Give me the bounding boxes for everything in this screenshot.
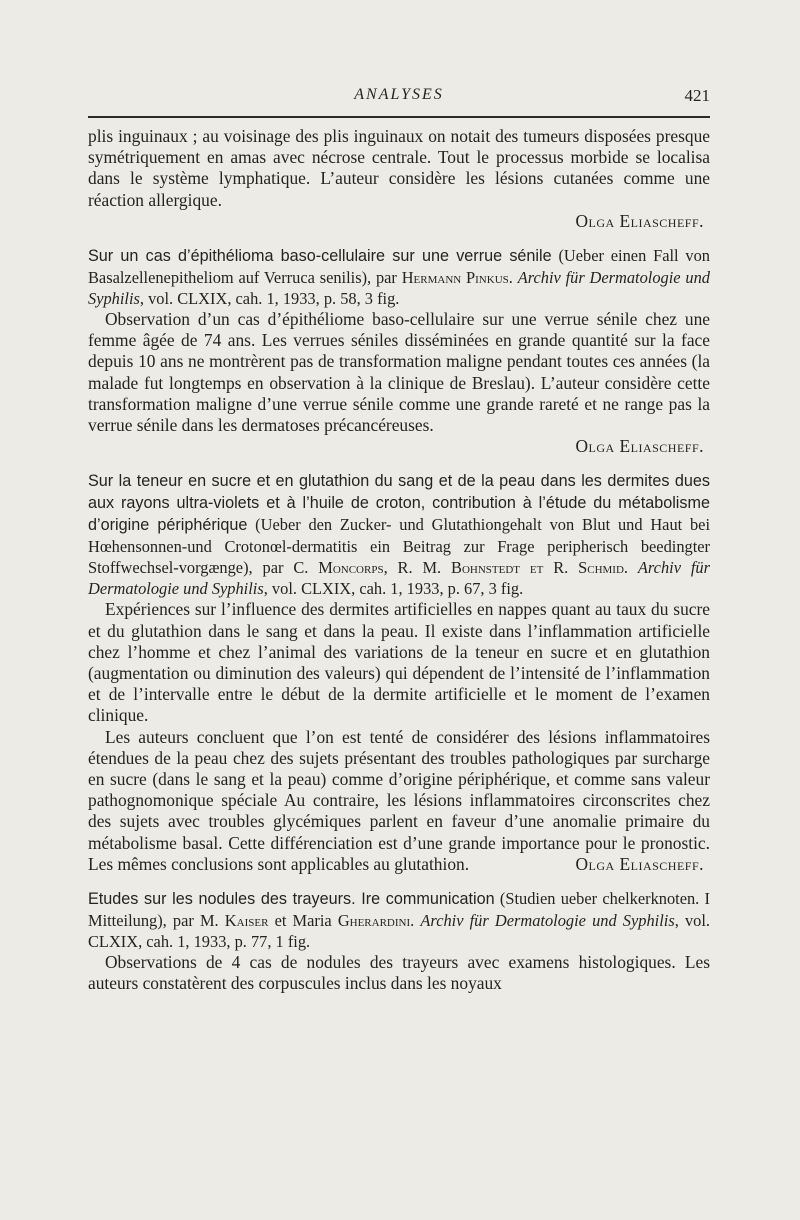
journal-name: Archiv für Dermatologie und Syphilis	[88, 558, 710, 599]
article-kaiser	[88, 888, 710, 994]
article-reference: Etudes sur les nodules des trayeurs. Ire communication (Studien ueber chelkerknoten. I Mitteilung), par M. Kaiser et Maria Gherardini. Archiv für Dermatologie und Syphilis, vol. CLXIX, cah. 1, 1933, p. 77, 1 fig.	[88, 889, 710, 952]
article-reference: Sur la teneur en sucre et en glutathion du sang et de la peau dans les dermites dues aux rayons ultra-violets et à l’huile de croton, contribution à l’étude du métabolisme d’origine périphérique (Ueber den Zucker- und Glutathiongehalt von Blut und Haut bei Hœhensonnen-und Crotonœl-dermatitis ein Beitrag zur Frage peripherisch beedingter Stoffwechsel-vorgænge), par C. Moncorps, R. M. Bohnstedt et R. Schmid. Archiv für Dermatologie und Syphilis, vol. CLXIX, cah. 1, 1933, p. 67, 3 fig.	[88, 472, 711, 599]
citation: , vol. CLXIX, cah. 1, 1933, p. 67, 3 fig.	[263, 579, 524, 599]
article-body: Observation d’un cas d’épithéliome baso-cellulaire sur une verrue sénile chez une femme âgée de 74 ans. Les verrues séniles disséminées en grande quantité sur la face depuis 10 ans ne montrèrent pas de transformation maligne pendant toutes ces années (la malade fut longtemps en observation à la clinique de Breslau). L’auteur considère cette transformation maligne d’une verrue sénile comme une grande rareté et ne range pas la verrue sénile dans les dermatoses précancéreuses.	[88, 309, 710, 436]
article-author: C. Moncorps, R. M. Bohnstedt et R. Schmid	[293, 558, 624, 578]
article-pinkus	[88, 245, 710, 457]
article-signature: Olga Eliascheff.	[575, 853, 704, 874]
original-title: (Ueber den Zucker- und Glutathiongehalt von Blut und Haut bei Hœhensonnen-und Crotonœl-dermatitis ein Beitrag zur Frage peripherisch beedingter Stoffwechsel-vorgænge), par	[88, 515, 711, 578]
article-reference: Sur un cas d’épithélioma baso-cellulaire sur une verrue sénile (Ueber einen Fall von Basalzellenepitheliom auf Verruca senilis), par Hermann Pinkus. Archiv für Dermatologie und Syphilis, vol. CLXIX, cah. 1, 1933, p. 58, 3 fig.	[88, 246, 710, 309]
article-title: Sur la teneur en sucre et en glutathion du sang et de la peau dans les dermites dues aux rayons ultra-violets et à l’huile de croton, contribution à l’étude du métabolisme d’origine périphérique	[88, 472, 710, 535]
citation: , vol. CLXIX, cah. 1, 1933, p. 77, 1 fig.	[88, 911, 710, 952]
article-body: Expériences sur l’influence des dermites artificielles en nappes quant au taux du sucre et du glutathion dans le sang et dans la peau. Il existe dans l’inflammation artificielle chez l’homme et chez l’animal des variations de la teneur en sucre et en glutathion (augmentation ou diminution des valeurs) qui dépendent de l’intensité de l’inflammation et de l’intervalle entre le début de la dermite artificielle et le moment de l’examen clinique.	[88, 599, 710, 726]
carryover-paragraph: plis inguinaux ; au voisinage des plis inguinaux on notait des tumeurs disposées presque symétriquement en amas avec nécrose centrale. Tout le processus morbide se localisa dans le système lymphatique. L’auteur considère les lésions cutanées comme une réaction allergique.	[88, 126, 710, 210]
article-author: Kaiser	[224, 911, 269, 931]
journal-name: Archiv für Dermatologie und Syphilis	[420, 911, 675, 931]
page-content	[88, 126, 710, 994]
journal-name: Archiv für Dermatologie und Syphilis	[88, 268, 710, 309]
original-title: (Ueber einen Fall von Basalzellenepitheliom auf Verruca senilis), par	[88, 246, 710, 288]
article-title: Sur un cas d’épithélioma baso-cellulaire sur une verrue sénile	[88, 247, 552, 266]
running-title: ANALYSES	[354, 86, 444, 103]
article-author: Gherardini	[337, 911, 411, 931]
original-title: (Studien ueber chelkerknoten. I Mitteilung), par M.	[88, 889, 710, 931]
article-body: Les auteurs concluent que l’on est tenté de considérer des lésions inflammatoires étendues de la peau chez des sujets présentant des troubles pathologiques par surcharge en sucre (dans le sang et la peau) comme d’origine périphérique, et comme sans valeur pathognomonique spéciale Au contraire, les lésions inflammatoires circonscrites chez des sujets avec troubles glycémiques parlent en faveur d’une anomalie primaire du métabolisme basal. Cette différenciation est d’une grande importance pour le pronostic. Les mêmes conclusions sont applicables au glutathion. Olga Eliascheff.	[88, 726, 710, 874]
article-signature: Olga Eliascheff.	[575, 436, 704, 457]
article-author: Hermann Pinkus	[401, 268, 509, 288]
carryover-signature: Olga Eliascheff.	[575, 210, 704, 231]
page-number: 421	[684, 86, 710, 105]
article-title: Etudes sur les nodules des trayeurs. Ire communication	[88, 890, 495, 909]
citation: , vol. CLXIX, cah. 1, 1933, p. 58, 3 fig.	[139, 289, 400, 309]
article-moncorps	[88, 470, 710, 875]
page-header	[88, 86, 710, 110]
header-rule	[88, 116, 710, 118]
article-body: Observations de 4 cas de nodules des trayeurs avec examens histologiques. Les auteurs constatèrent des corpuscules inclus dans les noyaux	[88, 952, 710, 994]
